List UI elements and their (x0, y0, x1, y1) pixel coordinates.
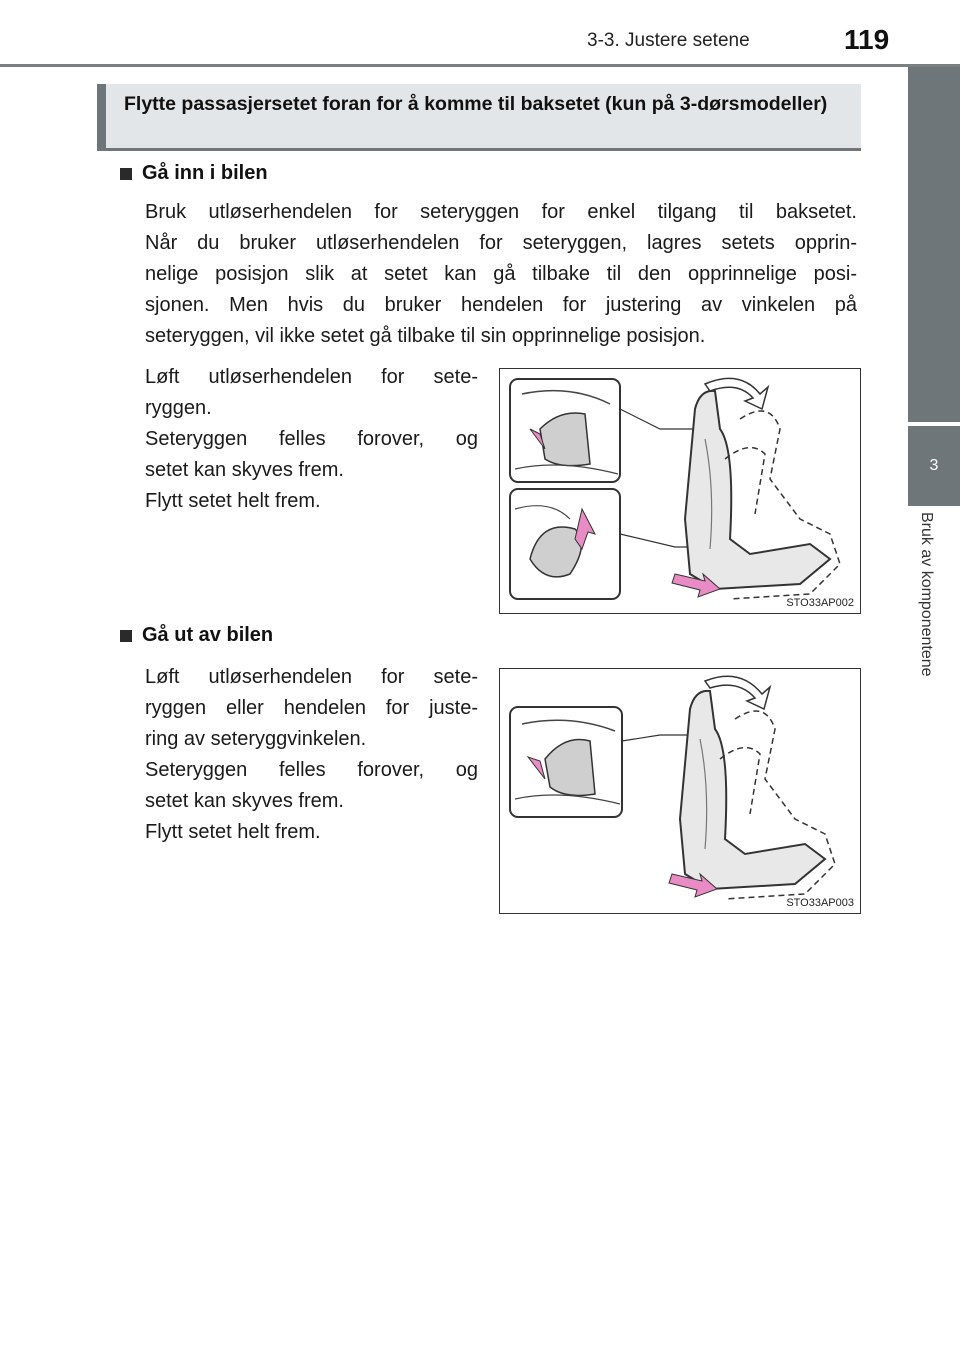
exit-step-line: setet kan skyves frem. (145, 790, 344, 812)
section-title-box (97, 84, 861, 151)
side-tab-bar (908, 67, 960, 422)
figure-seat-exit (499, 668, 861, 914)
subheading-exit-text: Gå ut av bilen (142, 624, 274, 646)
subheading-enter (120, 162, 268, 185)
side-tab-chapter-title: Bruk av komponentene (918, 512, 935, 677)
figure-seat-enter (499, 368, 861, 614)
enter-steps (145, 362, 478, 517)
square-bullet-icon (120, 168, 132, 180)
exit-step-line: ring av seteryggvinkelen. (145, 728, 367, 750)
enter-paragraph (145, 197, 857, 352)
side-tab-chapter-number: 3 (908, 426, 960, 506)
enter-paragraph-line: Bruk utløserhendelen for seteryggen for enkel tilgang til baksetet. (145, 201, 857, 223)
exit-step-line: Seteryggen felles forover, og (145, 759, 478, 781)
enter-paragraph-line: seteryggen, vil ikke setet gå tilbake til sin opprinnelige posisjon. (145, 325, 706, 347)
enter-paragraph-line: nelige posisjon slik at setet kan gå tilbake til den opprinnelige posi- (145, 263, 857, 285)
enter-step-line: Seteryggen felles forover, og (145, 428, 478, 450)
enter-step-line: Løft utløserhendelen for sete- (145, 366, 478, 388)
seat-illustration-exit (500, 669, 862, 915)
enter-step-line: ryggen. (145, 397, 212, 419)
header-section-title: 3-3. Justere setene (587, 30, 750, 51)
figure-code-enter: STO33AP002 (786, 597, 854, 609)
enter-step-line: setet kan skyves frem. (145, 459, 344, 481)
enter-paragraph-line: Når du bruker utløserhendelen for seteryggen, lagres setets opprin- (145, 232, 857, 254)
section-title-text: Flytte passasjersetet foran for å komme til baksetet (kun på 3-dørsmodeller) (124, 93, 828, 115)
exit-steps (145, 662, 478, 848)
exit-step-line: ryggen eller hendelen for juste- (145, 697, 478, 719)
header-rule (0, 64, 960, 67)
subheading-enter-text: Gå inn i bilen (142, 162, 268, 184)
seat-illustration-enter (500, 369, 862, 615)
enter-step-line: Flytt setet helt frem. (145, 490, 321, 512)
exit-step-line: Løft utløserhendelen for sete- (145, 666, 478, 688)
page-number: 119 (844, 24, 890, 55)
figure-code-exit: STO33AP003 (786, 897, 854, 909)
enter-paragraph-line: sjonen. Men hvis du bruker hendelen for justering av vinkelen på (145, 294, 857, 316)
square-bullet-icon (120, 630, 132, 642)
exit-step-line: Flytt setet helt frem. (145, 821, 321, 843)
subheading-exit (120, 624, 273, 647)
